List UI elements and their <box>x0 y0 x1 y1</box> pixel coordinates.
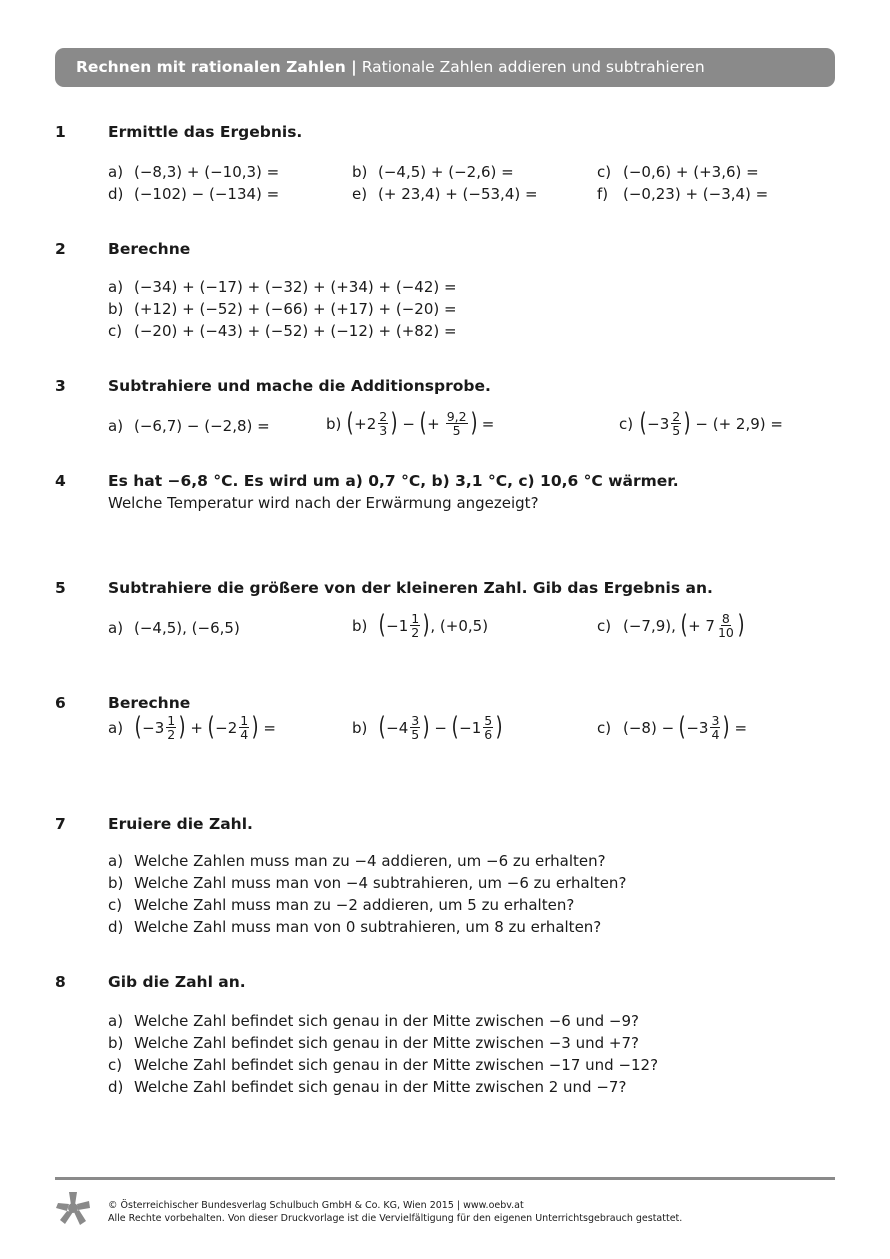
fraction: $\frac{8}{10}$ <box>717 611 734 640</box>
task-6-item-c: c) (−8) − ( −3 $\frac{3}{4}$ ) = <box>597 711 748 742</box>
header-subtopic: Rationale Zahlen addieren und subtrahieren <box>361 58 705 76</box>
footer-rights: Alle Rechte vorbehalten. Von dieser Druckvorlage ist die Vervielfältigung für den eigenen Unterrichtsgebrauch gestattet. <box>108 1213 683 1224</box>
task-1-number: 1 <box>55 123 66 141</box>
task-1-title: Ermittle das Ergebnis. <box>108 123 303 141</box>
task-3-title: Subtrahiere und mache die Additionsprobe. <box>108 377 491 395</box>
task-6-item-a: a) ( −3 $\frac{1}{2}$ ) + ( −2 $\frac{1}{4}$ ) = <box>108 711 276 742</box>
task-1-item-f: f) (−0,23) + (−3,4) = <box>597 185 769 203</box>
task-6-number: 6 <box>55 694 66 712</box>
task-1-item-b: b) (−4,5) + (−2,6) = <box>352 163 514 181</box>
task-8-item-c: c) Welche Zahl befindet sich genau in der Mitte zwischen −17 und −12? <box>108 1056 659 1074</box>
task-3-item-b: b) ( +2 $\frac{2}{3}$ ) − ( + $\frac{9,2}{5}$ ) = <box>326 407 495 438</box>
task-4-question: Welche Temperatur wird nach der Erwärmung angezeigt? <box>108 494 539 512</box>
publisher-logo-icon <box>55 1191 91 1227</box>
page-header <box>55 48 835 87</box>
footer-copyright: © Österreichischer Bundesverlag Schulbuch GmbH & Co. KG, Wien 2015 | www.oebv.at <box>108 1200 524 1211</box>
task-7-item-d: d) Welche Zahl muss man von 0 subtrahieren, um 8 zu erhalten? <box>108 918 602 936</box>
task-5-title: Subtrahiere die größere von der kleineren Zahl. Gib das Ergebnis an. <box>108 579 713 597</box>
fraction: $\frac{5}{6}$ <box>484 713 493 742</box>
task-2-item-b: b) (+12) + (−52) + (−66) + (+17) + (−20) = <box>108 300 457 318</box>
task-7-item-b: b) Welche Zahl muss man von −4 subtrahieren, um −6 zu erhalten? <box>108 874 627 892</box>
task-2-item-c: c) (−20) + (−43) + (−52) + (−12) + (+82) = <box>108 322 457 340</box>
task-3-number: 3 <box>55 377 66 395</box>
task-6-title: Berechne <box>108 694 191 712</box>
task-5-item-b: b) ( −1 $\frac{1}{2}$ ) , (+0,5) <box>352 609 489 640</box>
task-1-item-c: c) (−0,6) + (+3,6) = <box>597 163 759 181</box>
fraction: $\frac{2}{5}$ <box>672 409 681 438</box>
fraction: $\frac{2}{3}$ <box>379 409 388 438</box>
task-5-number: 5 <box>55 579 66 597</box>
task-5-item-a: a) (−4,5), (−6,5) <box>108 619 240 637</box>
task-5-item-c: c) (−7,9), ( + 7 $\frac{8}{10}$ ) <box>597 609 745 640</box>
header-topic: Rechnen mit rationalen Zahlen | <box>76 58 357 76</box>
task-2-number: 2 <box>55 240 66 258</box>
task-1-item-e: e) (+ 23,4) + (−53,4) = <box>352 185 538 203</box>
task-3-item-c: c) ( −3 $\frac{2}{5}$ ) − (+ 2,9) = <box>619 407 783 438</box>
fraction: $\frac{1}{2}$ <box>167 713 176 742</box>
task-6-item-b: b) ( −4 $\frac{3}{5}$ ) − ( −1 $\frac{5}{6}$ ) <box>352 711 503 742</box>
task-7-title: Eruiere die Zahl. <box>108 815 253 833</box>
task-1-item-d: d) (−102) − (−134) = <box>108 185 280 203</box>
task-7-item-c: c) Welche Zahl muss man zu −2 addieren, um 5 zu erhalten? <box>108 896 575 914</box>
task-3-item-a: a) (−6,7) − (−2,8) = <box>108 417 270 435</box>
task-4-title: Es hat −6,8 °C. Es wird um a) 0,7 °C, b) 3,1 °C, c) 10,6 °C wärmer. <box>108 472 679 490</box>
fraction: $\frac{1}{4}$ <box>240 713 249 742</box>
task-8-item-b: b) Welche Zahl befindet sich genau in der Mitte zwischen −3 und +7? <box>108 1034 639 1052</box>
task-7-item-a: a) Welche Zahlen muss man zu −4 addieren, um −6 zu erhalten? <box>108 852 606 870</box>
footer-divider <box>55 1177 835 1180</box>
task-4-number: 4 <box>55 472 66 490</box>
task-8-item-d: d) Welche Zahl befindet sich genau in der Mitte zwischen 2 und −7? <box>108 1078 627 1096</box>
task-8-title: Gib die Zahl an. <box>108 973 246 991</box>
task-2-title: Berechne <box>108 240 191 258</box>
task-8-item-a: a) Welche Zahl befindet sich genau in der Mitte zwischen −6 und −9? <box>108 1012 639 1030</box>
task-2-item-a: a) (−34) + (−17) + (−32) + (+34) + (−42) = <box>108 278 457 296</box>
task-8-number: 8 <box>55 973 66 991</box>
fraction: $\frac{3}{5}$ <box>411 713 420 742</box>
task-7-number: 7 <box>55 815 66 833</box>
fraction: $\frac{1}{2}$ <box>411 611 420 640</box>
fraction: $\frac{9,2}{5}$ <box>446 409 467 438</box>
task-1-item-a: a) (−8,3) + (−10,3) = <box>108 163 280 181</box>
fraction: $\frac{3}{4}$ <box>711 713 720 742</box>
